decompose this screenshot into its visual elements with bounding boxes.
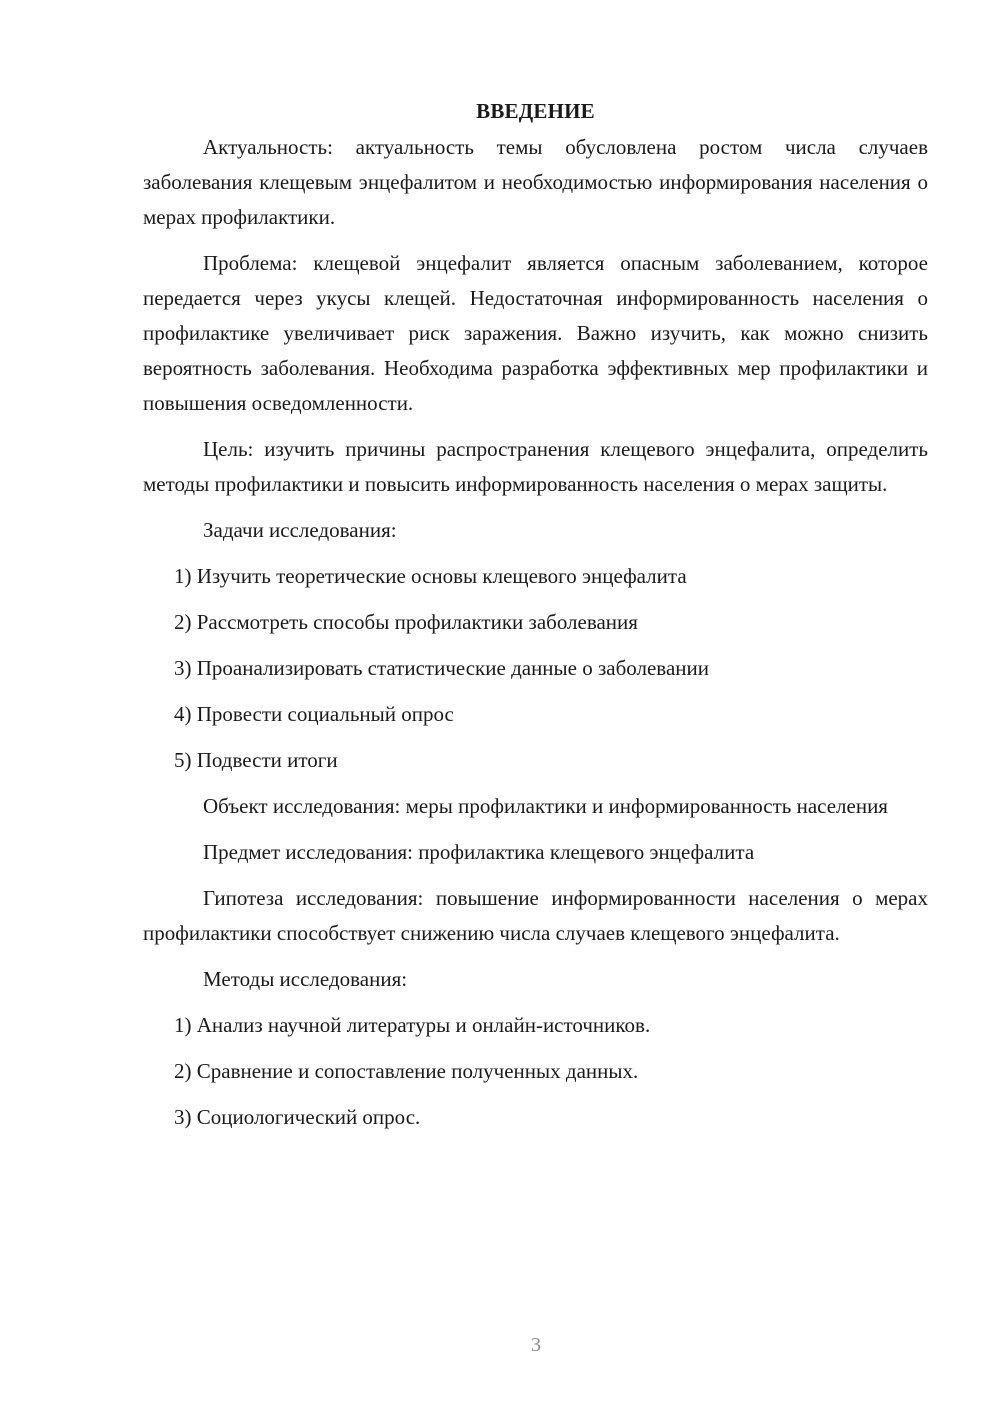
object-paragraph: Объект исследования: меры профилактики и информированность населения: [203, 794, 888, 818]
list-item: 1) Анализ научной литературы и онлайн-источников.: [174, 1013, 651, 1037]
section-title: ВВЕДЕНИЕ: [476, 99, 595, 123]
list-item: 4) Провести социальный опрос: [174, 702, 454, 726]
problem-paragraph: Проблема: клещевой энцефалит является опасным заболеванием, которое передается через укусы клещей. Недостаточная информированность населения о профилактике увеличивает риск заражения. Важно изучить, как можно снизить вероятность заболевания. Необходима разработка эффективных мер профилактики и повышения осведомленности.: [143, 251, 928, 415]
list-item: 5) Подвести итоги: [174, 748, 338, 772]
list-item: 3) Проанализировать статистические данные о заболевании: [174, 656, 709, 680]
methods-list: [143, 1008, 928, 1135]
document-page: [143, 92, 928, 1146]
list-item: 3) Социологический опрос.: [174, 1105, 421, 1129]
methods-heading: Методы исследования:: [203, 967, 408, 991]
goal-paragraph: Цель: изучить причины распространения клещевого энцефалита, определить методы профилактики и повысить информированность населения о мерах защиты.: [143, 437, 928, 496]
page-number: 3: [531, 1334, 541, 1356]
list-item: 2) Рассмотреть способы профилактики заболевания: [174, 610, 638, 634]
hypothesis-paragraph: Гипотеза исследования: повышение информированности населения о мерах профилактики способствует снижению числа случаев клещевого энцефалита.: [143, 886, 928, 945]
tasks-list: [143, 559, 928, 778]
subject-paragraph: Предмет исследования: профилактика клещевого энцефалита: [203, 840, 755, 864]
relevance-paragraph: Актуальность: актуальность темы обусловлена ростом числа случаев заболевания клещевым энцефалитом и необходимостью информирования населения о мерах профилактики.: [143, 135, 928, 229]
list-item: 1) Изучить теоретические основы клещевого энцефалита: [174, 564, 687, 588]
tasks-heading: Задачи исследования:: [203, 518, 397, 542]
list-item: 2) Сравнение и сопоставление полученных данных.: [174, 1059, 639, 1083]
